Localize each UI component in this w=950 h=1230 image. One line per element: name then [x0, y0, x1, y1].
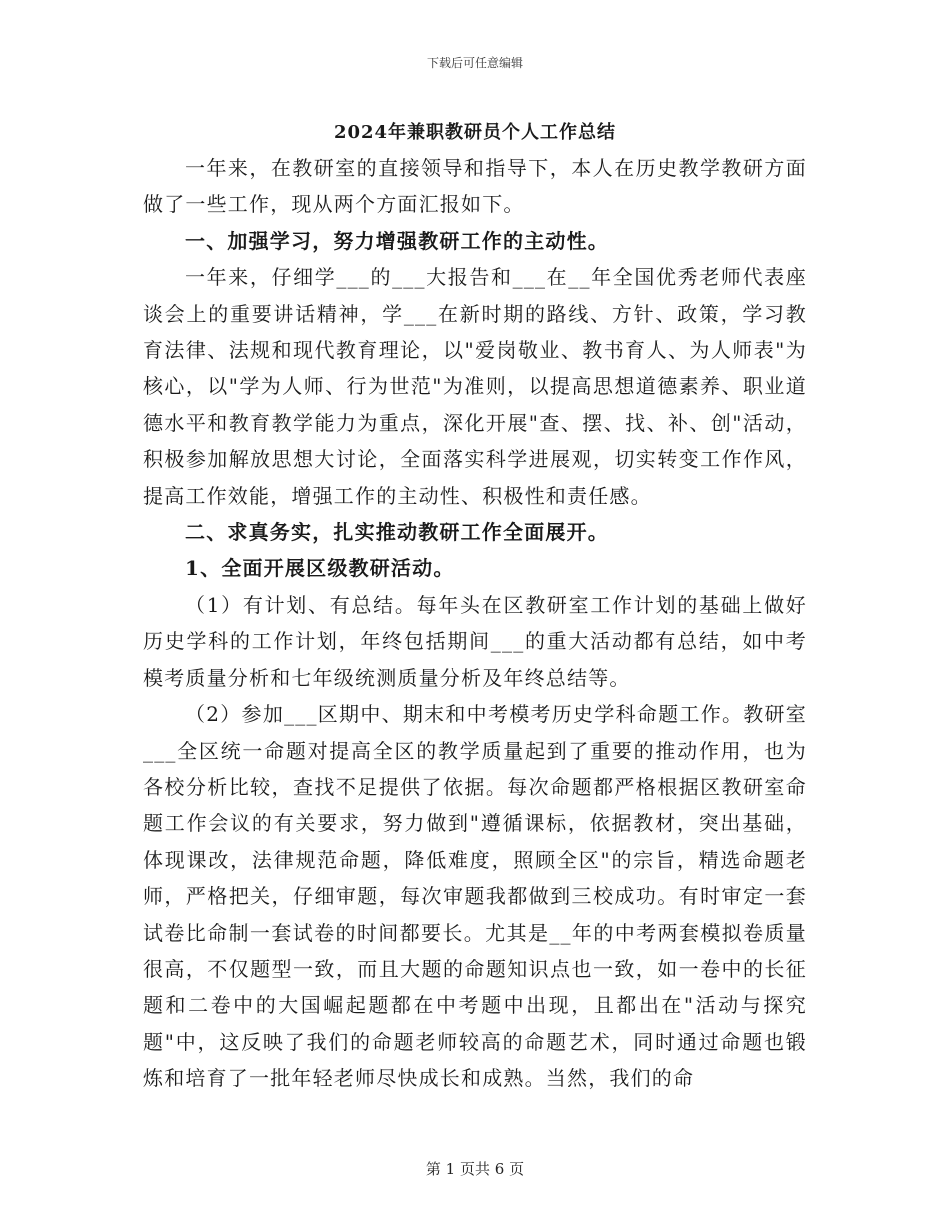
section-heading-1: 一、加强学习，努力增强教研工作的主动性。	[185, 228, 609, 253]
page-footer: 第 1 页共 6 页	[425, 1160, 525, 1178]
item-1-paragraph: （1）有计划、有总结。每年头在区教研室工作计划的基础上做好历史学科的工作计划，年终包括期间___的重大活动都有总结，如中考模考质量分析和七年级统测质量分析及年终总结等。	[143, 592, 807, 690]
item-2-paragraph: （2）参加___区期中、期末和中考模考历史学科命题工作。教研室___全区统一命题对提高全区的教学质量起到了重要的推动作用，也为各校分析比较，查找不足提供了依据。每次命题都严格根据区教研室命题工作会议的有关要求，努力做到"遵循课标，依据教材，突出基础，体现课改，法律规范命题，降低难度，照顾全区"的宗旨，精选命题老师，严格把关，仔细审题，每次审题我都做到三校成功。有时审定一套试卷比命制一套试卷的时间都要长。尤其是__年的中考两套模拟卷质量很高，不仅题型一致，而且大题的命题知识点也一致，如一卷中的长征题和二卷中的大国崛起题都在中考题中出现，且都出在"活动与探究题"中，这反映了我们的命题老师较高的命题艺术，同时通过命题也锻炼和培育了一批年轻老师尽快成长和成熟。当然，我们的命	[143, 702, 807, 1091]
document-title: 2024年兼职教研员个人工作总结	[333, 122, 617, 143]
subsection-heading-1: 1、全面开展区级教研活动。	[185, 556, 455, 581]
intro-paragraph: 一年来，在教研室的直接领导和指导下，本人在历史教学教研方面做了一些工作，现从两个方面汇报如下。	[143, 156, 807, 217]
document-body	[143, 150, 807, 1097]
section-heading-2: 二、求真务实，扎实推动教研工作全面展开。	[185, 520, 609, 545]
section-1-paragraph: 一年来，仔细学___的___大报告和___在__年全国优秀老师代表座谈会上的重要讲话精神，学___在新时期的路线、方针、政策，学习教育法律、法规和现代教育理论，以"爱岗敬业、教书育人、为人师表"为核心，以"学为人师、行为世范"为准则，以提高思想道德素养、职业道德水平和教育教学能力为重点，深化开展"查、摆、找、补、创"活动，积极参加解放思想大讨论，全面落实科学进展观，切实转变工作作风，提高工作效能，增强工作的主动性、积极性和责任感。	[143, 265, 807, 508]
page-header: 下载后可任意编辑	[426, 56, 523, 70]
